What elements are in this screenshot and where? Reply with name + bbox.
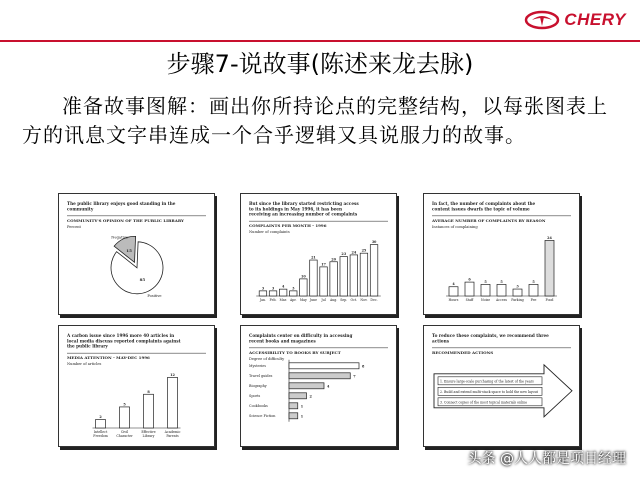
bar — [465, 282, 474, 296]
slide-thumbnail[interactable] — [240, 193, 397, 315]
bar-value: 1 — [300, 414, 304, 419]
header-divider — [0, 40, 640, 42]
bar — [360, 253, 368, 296]
bar-value: 17 — [321, 262, 326, 267]
bar-value: 5 — [500, 279, 503, 284]
bar — [289, 413, 298, 419]
bar-category: Academic — [164, 430, 181, 434]
bar-category: Civil — [120, 430, 129, 434]
bar-value: 3 — [271, 286, 275, 291]
bar-category: Staff — [465, 298, 474, 302]
bar-value: 10 — [300, 274, 306, 279]
slide-chart-subtitle: Number of articles — [67, 362, 102, 367]
bar-value: 5 — [484, 279, 487, 284]
slide-headline: receiving an increasing number of complaints — [249, 211, 358, 217]
bar-value: 21 — [311, 255, 316, 260]
bar — [300, 279, 308, 296]
bar-category: Mysteries — [249, 363, 266, 368]
slide-headline: community — [67, 206, 94, 212]
slide-thumbnail[interactable] — [423, 325, 580, 447]
bar — [290, 291, 298, 296]
bar-category: Travel guides — [249, 373, 273, 378]
bar-category: Character — [116, 434, 133, 438]
bar — [529, 284, 538, 296]
slide-headline: A carbon issue since 1996 more 40 articles in — [67, 333, 175, 338]
slide-headline: to its holdings in May 1996, it has been — [249, 206, 343, 212]
bar-category: May — [299, 298, 307, 302]
bar — [289, 373, 350, 379]
action-item: 3. Connect copies of the most topical materials online — [440, 400, 528, 405]
bar-value: 3 — [516, 284, 519, 289]
bar-value: 5 — [532, 279, 535, 284]
bar-category: Parking — [511, 298, 524, 302]
slide-chart-subtitle: Degree of difficulty — [249, 356, 285, 361]
bar-value: 1 — [300, 404, 304, 409]
action-item: 2. Build and extend multi-stack space to hold the new layout — [440, 389, 538, 394]
bar-category: Dec. — [370, 298, 378, 302]
slide-chart-title: MEDIA ATTENTION - MAY-DEC 1996 — [67, 355, 150, 361]
bar-category: Oct. — [350, 298, 358, 302]
bar — [545, 240, 554, 296]
bar — [289, 393, 307, 399]
bar-value: 4 — [281, 284, 285, 289]
bar — [168, 377, 178, 428]
bar — [120, 407, 130, 428]
slide-headline: actions — [432, 338, 449, 344]
bar — [497, 284, 506, 296]
slide-headline: In fact, the number of complaints about the — [432, 201, 536, 206]
bar-value: 2 — [99, 415, 102, 420]
bar — [350, 255, 358, 296]
chery-emblem-icon — [524, 10, 560, 30]
bar-category: Sep. — [340, 298, 348, 302]
bar-value: 20 — [331, 257, 337, 262]
bar-category: Nov. — [360, 298, 368, 302]
bar — [289, 383, 324, 389]
bar-category: Jul — [321, 298, 326, 302]
bar-value: 3 — [292, 286, 295, 291]
bar-value: 25 — [361, 248, 367, 253]
bar-category: Biography — [249, 383, 267, 388]
bar — [513, 289, 522, 296]
slide-chart-subtitle: Percent — [67, 224, 81, 229]
slide-headline: But since the library started restricting access — [249, 201, 359, 206]
bar-category: Feb. — [269, 298, 277, 302]
slide-thumbnail[interactable] — [58, 325, 215, 447]
bar — [330, 262, 338, 296]
bar — [481, 284, 490, 296]
bar-category: Library — [142, 434, 155, 438]
slide-chart-title: RECOMMENDED ACTIONS — [432, 349, 494, 355]
bar-category: Hours — [448, 298, 459, 302]
bar — [289, 363, 359, 369]
bar-category: Noise — [480, 298, 491, 302]
bar-value: 8 — [362, 364, 365, 369]
bar-value: 23 — [341, 252, 347, 257]
bar-category: Food — [545, 298, 554, 302]
bar-value: 24 — [351, 250, 357, 255]
bar — [279, 289, 287, 296]
bar-category: Cookbooks — [249, 403, 268, 408]
bar-value: 30 — [371, 240, 377, 245]
page-title: 步骤7-说故事(陈述来龙去脉) — [166, 50, 474, 78]
bar-category: Access — [495, 298, 508, 302]
bar — [370, 245, 378, 296]
bar — [144, 394, 154, 428]
bar-category: Effective — [141, 430, 156, 434]
bar — [310, 260, 318, 296]
bar — [320, 267, 328, 296]
slide-chart-title: ACCESSIBILITY TO BOOKS BY SUBJECT — [249, 349, 341, 355]
bar-value: 2 — [309, 394, 312, 399]
watermark: 头条 @人人都是项目经理 — [467, 451, 626, 467]
bar-category: Jan. — [259, 298, 267, 302]
bar-value: 7 — [353, 374, 356, 379]
bar-value: 5 — [123, 402, 126, 407]
slide-headline: The public library enjoys good standing in the — [67, 201, 176, 206]
bar-category: Parents — [166, 434, 179, 438]
bar — [289, 403, 298, 409]
pie-value: 15 — [126, 248, 132, 254]
action-item: 1. Ensure large-scale purchasing of the latest of the years — [440, 379, 534, 384]
bar-category: Science Fiction — [249, 413, 276, 418]
slide-thumbnail[interactable] — [240, 325, 397, 447]
slide-chart-title: AVERAGE NUMBER OF COMPLAINTS BY REASON — [432, 217, 546, 223]
bar-value: 6 — [468, 277, 471, 282]
slide-headline: Complaints center on difficulty in accessing — [249, 333, 353, 338]
bar-value: 24 — [547, 235, 552, 240]
brand-name: CHERY — [564, 10, 626, 29]
pie-value: 85 — [139, 277, 146, 283]
bar-value: 4 — [452, 282, 455, 287]
bar-category: Aug. — [329, 298, 338, 302]
slide-headline: content issues dwarfs the topic of volume — [432, 206, 530, 212]
bar-category: June — [309, 298, 318, 302]
bar-value: 3 — [261, 286, 265, 291]
bar — [96, 420, 106, 428]
slide-chart-title: COMMUNITY'S OPINION OF THE PUBLIC LIBRARY — [67, 217, 184, 223]
bar-value: 8 — [147, 389, 150, 394]
bar — [340, 257, 348, 296]
slide-chart-title: COMPLAINTS PER MONTH - 1996 — [249, 223, 327, 229]
bar-value: 12 — [170, 372, 175, 377]
slide-headline: local media discuss reported complaints against — [67, 338, 181, 344]
bar — [269, 291, 277, 296]
slide-thumbnail[interactable] — [58, 193, 215, 315]
bar-category: Apr. — [289, 298, 297, 302]
slide-headline: To reduce these complaints, we recommend three — [432, 333, 549, 338]
bar-category: Mar. — [279, 298, 287, 302]
slide-chart-subtitle: Number of complaints — [249, 230, 290, 235]
pie-label: Positive — [147, 293, 162, 298]
bar-category: Sports — [249, 393, 261, 398]
slide-headline: the public library — [67, 343, 108, 349]
bar-category: Fee — [530, 298, 537, 302]
bar-category: Intellect — [93, 430, 108, 434]
slide-thumbnail[interactable] — [423, 193, 580, 315]
bar — [449, 287, 458, 296]
slide-chart-subtitle: Instances of complaining — [432, 224, 478, 229]
pie-label: Negative — [111, 235, 128, 240]
bar-category: Freedom — [93, 434, 108, 438]
bar — [259, 291, 267, 296]
slide-headline: recent books and magazines — [249, 338, 316, 344]
brand-logo — [524, 10, 626, 30]
body-paragraph: 准备故事图解：画出你所持论点的完整结构，以每张图表上方的讯息文字串连成一个合乎逻辑又具说服力的故事。 — [22, 94, 608, 147]
bar-value: 4 — [327, 384, 330, 389]
